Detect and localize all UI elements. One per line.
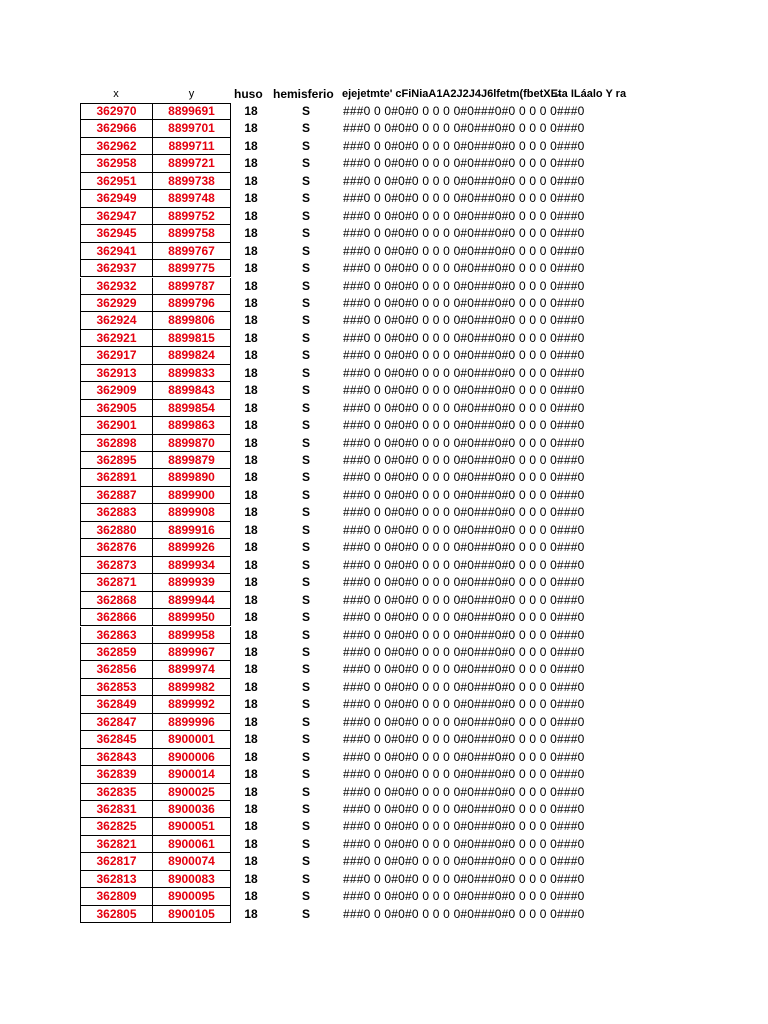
cell-huso[interactable]: 18 <box>244 453 258 467</box>
cell-y[interactable]: 8899926 <box>152 539 231 556</box>
cell-y[interactable]: 8899721 <box>152 155 231 172</box>
cell-x[interactable]: 362847 <box>80 714 152 731</box>
cell-x[interactable]: 362873 <box>80 557 152 574</box>
cell-huso[interactable]: 18 <box>244 261 258 276</box>
cell-x[interactable]: 362945 <box>80 225 152 242</box>
cell-y[interactable]: 8899967 <box>152 644 231 661</box>
cell-hemisferio[interactable]: S <box>301 644 310 659</box>
cell-x[interactable]: 362856 <box>80 661 152 678</box>
cell-hemisferio[interactable]: S <box>301 487 310 502</box>
cell-huso[interactable]: 18 <box>244 802 258 816</box>
cell-y[interactable]: 8899944 <box>152 592 231 609</box>
cell-overflow-values[interactable]: ###0 0 0#0#0 0 0 0 0#0###0#0 0 0 0 0###0 <box>343 610 585 625</box>
cell-hemisferio[interactable]: S <box>301 383 310 398</box>
cell-x[interactable]: 362895 <box>80 452 152 469</box>
cell-hemisferio[interactable]: S <box>301 749 310 764</box>
cell-y[interactable]: 8899775 <box>152 260 231 277</box>
cell-hemisferio[interactable]: S <box>301 522 310 537</box>
cell-huso[interactable]: 18 <box>244 418 258 433</box>
cell-x[interactable]: 362835 <box>80 784 152 801</box>
cell-y[interactable]: 8900061 <box>152 836 231 853</box>
cell-overflow-values[interactable]: ###0 0 0#0#0 0 0 0 0#0###0#0 0 0 0 0###0 <box>343 418 585 433</box>
cell-hemisferio[interactable]: S <box>301 802 310 816</box>
cell-huso[interactable]: 18 <box>244 557 258 572</box>
cell-overflow-values[interactable]: ###0 0 0#0#0 0 0 0 0#0###0#0 0 0 0 0###0 <box>343 173 585 188</box>
cell-overflow-values[interactable]: ###0 0 0#0#0 0 0 0 0#0###0#0 0 0 0 0###0 <box>343 348 585 363</box>
cell-hemisferio[interactable]: S <box>301 540 310 555</box>
cell-huso[interactable]: 18 <box>244 104 258 118</box>
cell-hemisferio[interactable]: S <box>301 714 310 729</box>
cell-overflow-values[interactable]: ###0 0 0#0#0 0 0 0 0#0###0#0 0 0 0 0###0 <box>343 644 585 659</box>
cell-x[interactable]: 362913 <box>80 365 152 382</box>
cell-y[interactable]: 8899748 <box>152 190 231 207</box>
cell-huso[interactable]: 18 <box>244 679 258 694</box>
cell-y[interactable]: 8899738 <box>152 173 231 190</box>
cell-hemisferio[interactable]: S <box>301 697 310 712</box>
cell-x[interactable]: 362958 <box>80 155 152 172</box>
cell-huso[interactable]: 18 <box>244 644 258 659</box>
cell-overflow-values[interactable]: ###0 0 0#0#0 0 0 0 0#0###0#0 0 0 0 0###0 <box>343 679 585 694</box>
cell-x[interactable]: 362937 <box>80 260 152 277</box>
cell-huso[interactable]: 18 <box>244 435 258 450</box>
cell-x[interactable]: 362932 <box>80 278 152 295</box>
cell-y[interactable]: 8899934 <box>152 557 231 574</box>
cell-overflow-values[interactable]: ###0 0 0#0#0 0 0 0 0#0###0#0 0 0 0 0###0 <box>343 400 585 415</box>
cell-huso[interactable]: 18 <box>244 208 258 223</box>
cell-overflow-values[interactable]: ###0 0 0#0#0 0 0 0 0#0###0#0 0 0 0 0###0 <box>343 383 585 398</box>
cell-overflow-values[interactable]: ###0 0 0#0#0 0 0 0 0#0###0#0 0 0 0 0###0 <box>343 749 585 764</box>
cell-hemisferio[interactable]: S <box>301 121 310 136</box>
cell-y[interactable]: 8899691 <box>152 103 231 120</box>
cell-huso[interactable]: 18 <box>244 295 258 310</box>
cell-overflow-values[interactable]: ###0 0 0#0#0 0 0 0 0#0###0#0 0 0 0 0###0 <box>343 261 585 276</box>
cell-huso[interactable]: 18 <box>244 697 258 712</box>
cell-hemisferio[interactable]: S <box>301 365 310 380</box>
cell-x[interactable]: 362809 <box>80 888 152 905</box>
cell-overflow-values[interactable]: ###0 0 0#0#0 0 0 0 0#0###0#0 0 0 0 0###0 <box>343 435 585 450</box>
cell-x[interactable]: 362929 <box>80 295 152 312</box>
cell-hemisferio[interactable]: S <box>301 156 310 171</box>
cell-hemisferio[interactable]: S <box>301 557 310 572</box>
cell-overflow-values[interactable]: ###0 0 0#0#0 0 0 0 0#0###0#0 0 0 0 0###0 <box>343 208 585 223</box>
cell-hemisferio[interactable]: S <box>301 243 310 258</box>
cell-huso[interactable]: 18 <box>244 575 258 590</box>
cell-y[interactable]: 8899711 <box>152 138 231 155</box>
cell-x[interactable]: 362831 <box>80 801 152 818</box>
cell-huso[interactable]: 18 <box>244 871 258 886</box>
cell-hemisferio[interactable]: S <box>301 330 310 345</box>
cell-huso[interactable]: 18 <box>244 226 258 241</box>
column-header-garbled[interactable]: ejejetmte' cFiNiaA1A2J2J4J6lfetm(fbetXE̶ta ILáalo Y ra <box>342 88 627 100</box>
cell-hemisferio[interactable]: S <box>301 784 310 799</box>
cell-huso[interactable]: 18 <box>244 121 258 136</box>
cell-hemisferio[interactable]: S <box>301 610 310 625</box>
cell-y[interactable]: 8899758 <box>152 225 231 242</box>
cell-hemisferio[interactable]: S <box>301 662 310 677</box>
cell-x[interactable]: 362853 <box>80 679 152 696</box>
cell-x[interactable]: 362901 <box>80 417 152 434</box>
cell-hemisferio[interactable]: S <box>301 348 310 363</box>
cell-overflow-values[interactable]: ###0 0 0#0#0 0 0 0 0#0###0#0 0 0 0 0###0 <box>343 871 585 886</box>
cell-overflow-values[interactable]: ###0 0 0#0#0 0 0 0 0#0###0#0 0 0 0 0###0 <box>343 156 585 171</box>
cell-y[interactable]: 8899996 <box>152 714 231 731</box>
cell-hemisferio[interactable]: S <box>301 173 310 188</box>
cell-overflow-values[interactable]: ###0 0 0#0#0 0 0 0 0#0###0#0 0 0 0 0###0 <box>343 330 585 345</box>
cell-hemisferio[interactable]: S <box>301 470 310 485</box>
cell-huso[interactable]: 18 <box>244 313 258 328</box>
cell-hemisferio[interactable]: S <box>301 453 310 467</box>
cell-hemisferio[interactable]: S <box>301 767 310 782</box>
cell-x[interactable]: 362949 <box>80 190 152 207</box>
cell-overflow-values[interactable]: ###0 0 0#0#0 0 0 0 0#0###0#0 0 0 0 0###0 <box>343 226 585 241</box>
cell-x[interactable]: 362970 <box>80 103 152 120</box>
cell-overflow-values[interactable]: ###0 0 0#0#0 0 0 0 0#0###0#0 0 0 0 0###0 <box>343 854 585 869</box>
cell-overflow-values[interactable]: ###0 0 0#0#0 0 0 0 0#0###0#0 0 0 0 0###0 <box>343 714 585 729</box>
cell-overflow-values[interactable]: ###0 0 0#0#0 0 0 0 0#0###0#0 0 0 0 0###0 <box>343 592 585 607</box>
cell-overflow-values[interactable]: ###0 0 0#0#0 0 0 0 0#0###0#0 0 0 0 0###0 <box>343 819 585 834</box>
cell-y[interactable]: 8899787 <box>152 278 231 295</box>
cell-hemisferio[interactable]: S <box>301 889 310 904</box>
cell-y[interactable]: 8900051 <box>152 818 231 835</box>
column-header-x[interactable]: x <box>113 88 119 100</box>
cell-x[interactable]: 362876 <box>80 539 152 556</box>
cell-hemisferio[interactable]: S <box>301 418 310 433</box>
cell-hemisferio[interactable]: S <box>301 104 310 118</box>
cell-x[interactable]: 362817 <box>80 853 152 870</box>
cell-hemisferio[interactable]: S <box>301 295 310 310</box>
cell-huso[interactable]: 18 <box>244 592 258 607</box>
cell-y[interactable]: 8899908 <box>152 504 231 521</box>
cell-y[interactable]: 8899982 <box>152 679 231 696</box>
cell-huso[interactable]: 18 <box>244 836 258 851</box>
cell-y[interactable]: 8900095 <box>152 888 231 905</box>
cell-hemisferio[interactable]: S <box>301 191 310 206</box>
cell-x[interactable]: 362845 <box>80 731 152 748</box>
cell-huso[interactable]: 18 <box>244 138 258 153</box>
cell-x[interactable]: 362905 <box>80 400 152 417</box>
cell-y[interactable]: 8899974 <box>152 661 231 678</box>
cell-overflow-values[interactable]: ###0 0 0#0#0 0 0 0 0#0###0#0 0 0 0 0###0 <box>343 889 585 904</box>
cell-huso[interactable]: 18 <box>244 819 258 834</box>
cell-x[interactable]: 362871 <box>80 574 152 591</box>
cell-x[interactable]: 362849 <box>80 696 152 713</box>
cell-y[interactable]: 8900001 <box>152 731 231 748</box>
cell-x[interactable]: 362887 <box>80 487 152 504</box>
cell-huso[interactable]: 18 <box>244 243 258 258</box>
cell-y[interactable]: 8899879 <box>152 452 231 469</box>
cell-y[interactable]: 8900083 <box>152 871 231 888</box>
cell-overflow-values[interactable]: ###0 0 0#0#0 0 0 0 0#0###0#0 0 0 0 0###0 <box>343 104 585 118</box>
cell-hemisferio[interactable]: S <box>301 592 310 607</box>
cell-y[interactable]: 8899863 <box>152 417 231 434</box>
cell-y[interactable]: 8899950 <box>152 609 231 626</box>
cell-x[interactable]: 362821 <box>80 836 152 853</box>
cell-y[interactable]: 8900006 <box>152 749 231 766</box>
cell-huso[interactable]: 18 <box>244 610 258 625</box>
cell-y[interactable]: 8899833 <box>152 365 231 382</box>
cell-overflow-values[interactable]: ###0 0 0#0#0 0 0 0 0#0###0#0 0 0 0 0###0 <box>343 767 585 782</box>
cell-x[interactable]: 362966 <box>80 120 152 137</box>
cell-y[interactable]: 8900036 <box>152 801 231 818</box>
cell-hemisferio[interactable]: S <box>301 313 310 328</box>
cell-x[interactable]: 362880 <box>80 522 152 539</box>
cell-huso[interactable]: 18 <box>244 365 258 380</box>
cell-y[interactable]: 8899992 <box>152 696 231 713</box>
cell-y[interactable]: 8899701 <box>152 120 231 137</box>
cell-y[interactable]: 8900025 <box>152 784 231 801</box>
cell-x[interactable]: 362859 <box>80 644 152 661</box>
cell-huso[interactable]: 18 <box>244 156 258 171</box>
cell-overflow-values[interactable]: ###0 0 0#0#0 0 0 0 0#0###0#0 0 0 0 0###0 <box>343 191 585 206</box>
cell-overflow-values[interactable]: ###0 0 0#0#0 0 0 0 0#0###0#0 0 0 0 0###0 <box>343 243 585 258</box>
cell-x[interactable]: 362839 <box>80 766 152 783</box>
cell-y[interactable]: 8899958 <box>152 627 231 644</box>
cell-y[interactable]: 8899916 <box>152 522 231 539</box>
cell-huso[interactable]: 18 <box>244 767 258 782</box>
cell-hemisferio[interactable]: S <box>301 732 310 747</box>
cell-x[interactable]: 362941 <box>80 243 152 260</box>
cell-hemisferio[interactable]: S <box>301 208 310 223</box>
cell-overflow-values[interactable]: ###0 0 0#0#0 0 0 0 0#0###0#0 0 0 0 0###0 <box>343 313 585 328</box>
cell-huso[interactable]: 18 <box>244 191 258 206</box>
cell-overflow-values[interactable]: ###0 0 0#0#0 0 0 0 0#0###0#0 0 0 0 0###0 <box>343 697 585 712</box>
cell-y[interactable]: 8899900 <box>152 487 231 504</box>
cell-y[interactable]: 8899752 <box>152 208 231 225</box>
cell-huso[interactable]: 18 <box>244 889 258 904</box>
cell-x[interactable]: 362866 <box>80 609 152 626</box>
cell-overflow-values[interactable]: ###0 0 0#0#0 0 0 0 0#0###0#0 0 0 0 0###0 <box>343 505 585 520</box>
cell-x[interactable]: 362898 <box>80 435 152 452</box>
cell-hemisferio[interactable]: S <box>301 261 310 276</box>
cell-x[interactable]: 362883 <box>80 504 152 521</box>
cell-y[interactable]: 8899767 <box>152 243 231 260</box>
cell-huso[interactable]: 18 <box>244 348 258 363</box>
column-header-y[interactable]: y <box>188 88 195 100</box>
cell-x[interactable]: 362962 <box>80 138 152 155</box>
cell-overflow-values[interactable]: ###0 0 0#0#0 0 0 0 0#0###0#0 0 0 0 0###0 <box>343 732 585 747</box>
cell-y[interactable]: 8899843 <box>152 382 231 399</box>
cell-huso[interactable]: 18 <box>244 714 258 729</box>
cell-huso[interactable]: 18 <box>244 540 258 555</box>
cell-huso[interactable]: 18 <box>244 732 258 747</box>
cell-hemisferio[interactable]: S <box>301 871 310 886</box>
cell-overflow-values[interactable]: ###0 0 0#0#0 0 0 0 0#0###0#0 0 0 0 0###0 <box>343 627 585 642</box>
cell-overflow-values[interactable]: ###0 0 0#0#0 0 0 0 0#0###0#0 0 0 0 0###0 <box>343 906 585 921</box>
cell-x[interactable]: 362863 <box>80 627 152 644</box>
cell-overflow-values[interactable]: ###0 0 0#0#0 0 0 0 0#0###0#0 0 0 0 0###0 <box>343 802 585 816</box>
cell-overflow-values[interactable]: ###0 0 0#0#0 0 0 0 0#0###0#0 0 0 0 0###0 <box>343 278 585 293</box>
cell-x[interactable]: 362909 <box>80 382 152 399</box>
cell-huso[interactable]: 18 <box>244 749 258 764</box>
cell-huso[interactable]: 18 <box>244 662 258 677</box>
cell-x[interactable]: 362868 <box>80 592 152 609</box>
cell-overflow-values[interactable]: ###0 0 0#0#0 0 0 0 0#0###0#0 0 0 0 0###0 <box>343 365 585 380</box>
cell-y[interactable]: 8900105 <box>152 906 231 923</box>
cell-huso[interactable]: 18 <box>244 400 258 415</box>
cell-x[interactable]: 362843 <box>80 749 152 766</box>
cell-huso[interactable]: 18 <box>244 505 258 520</box>
cell-x[interactable]: 362917 <box>80 347 152 364</box>
cell-hemisferio[interactable]: S <box>301 400 310 415</box>
column-header-hemisferio[interactable]: hemisferio <box>273 87 334 101</box>
cell-huso[interactable]: 18 <box>244 173 258 188</box>
cell-overflow-values[interactable]: ###0 0 0#0#0 0 0 0 0#0###0#0 0 0 0 0###0 <box>343 575 585 590</box>
cell-x[interactable]: 362813 <box>80 871 152 888</box>
cell-hemisferio[interactable]: S <box>301 906 310 921</box>
cell-hemisferio[interactable]: S <box>301 138 310 153</box>
cell-overflow-values[interactable]: ###0 0 0#0#0 0 0 0 0#0###0#0 0 0 0 0###0 <box>343 557 585 572</box>
cell-overflow-values[interactable]: ###0 0 0#0#0 0 0 0 0#0###0#0 0 0 0 0###0 <box>343 453 585 467</box>
cell-huso[interactable]: 18 <box>244 487 258 502</box>
cell-hemisferio[interactable]: S <box>301 435 310 450</box>
cell-hemisferio[interactable]: S <box>301 819 310 834</box>
cell-y[interactable]: 8899890 <box>152 469 231 486</box>
cell-hemisferio[interactable]: S <box>301 854 310 869</box>
cell-y[interactable]: 8899806 <box>152 312 231 329</box>
cell-x[interactable]: 362947 <box>80 208 152 225</box>
cell-x[interactable]: 362805 <box>80 906 152 923</box>
cell-y[interactable]: 8899815 <box>152 330 231 347</box>
cell-overflow-values[interactable]: ###0 0 0#0#0 0 0 0 0#0###0#0 0 0 0 0###0 <box>343 487 585 502</box>
cell-overflow-values[interactable]: ###0 0 0#0#0 0 0 0 0#0###0#0 0 0 0 0###0 <box>343 540 585 555</box>
cell-overflow-values[interactable]: ###0 0 0#0#0 0 0 0 0#0###0#0 0 0 0 0###0 <box>343 836 585 851</box>
cell-hemisferio[interactable]: S <box>301 505 310 520</box>
cell-huso[interactable]: 18 <box>244 627 258 642</box>
cell-hemisferio[interactable]: S <box>301 836 310 851</box>
cell-huso[interactable]: 18 <box>244 330 258 345</box>
cell-y[interactable]: 8899854 <box>152 400 231 417</box>
cell-overflow-values[interactable]: ###0 0 0#0#0 0 0 0 0#0###0#0 0 0 0 0###0 <box>343 662 585 677</box>
cell-y[interactable]: 8900014 <box>152 766 231 783</box>
cell-x[interactable]: 362924 <box>80 312 152 329</box>
cell-x[interactable]: 362951 <box>80 173 152 190</box>
cell-x[interactable]: 362825 <box>80 818 152 835</box>
cell-huso[interactable]: 18 <box>244 522 258 537</box>
cell-huso[interactable]: 18 <box>244 784 258 799</box>
cell-overflow-values[interactable]: ###0 0 0#0#0 0 0 0 0#0###0#0 0 0 0 0###0 <box>343 784 585 799</box>
cell-y[interactable]: 8899870 <box>152 435 231 452</box>
cell-overflow-values[interactable]: ###0 0 0#0#0 0 0 0 0#0###0#0 0 0 0 0###0 <box>343 295 585 310</box>
cell-hemisferio[interactable]: S <box>301 278 310 293</box>
cell-huso[interactable]: 18 <box>244 278 258 293</box>
cell-hemisferio[interactable]: S <box>301 679 310 694</box>
cell-huso[interactable]: 18 <box>244 854 258 869</box>
cell-overflow-values[interactable]: ###0 0 0#0#0 0 0 0 0#0###0#0 0 0 0 0###0 <box>343 470 585 485</box>
cell-x[interactable]: 362921 <box>80 330 152 347</box>
cell-y[interactable]: 8899824 <box>152 347 231 364</box>
cell-huso[interactable]: 18 <box>244 383 258 398</box>
cell-x[interactable]: 362891 <box>80 469 152 486</box>
cell-overflow-values[interactable]: ###0 0 0#0#0 0 0 0 0#0###0#0 0 0 0 0###0 <box>343 522 585 537</box>
cell-y[interactable]: 8899939 <box>152 574 231 591</box>
cell-overflow-values[interactable]: ###0 0 0#0#0 0 0 0 0#0###0#0 0 0 0 0###0 <box>343 138 585 153</box>
column-header-huso[interactable]: huso <box>234 87 263 101</box>
cell-overflow-values[interactable]: ###0 0 0#0#0 0 0 0 0#0###0#0 0 0 0 0###0 <box>343 121 585 136</box>
cell-hemisferio[interactable]: S <box>301 627 310 642</box>
cell-hemisferio[interactable]: S <box>301 226 310 241</box>
cell-huso[interactable]: 18 <box>244 470 258 485</box>
cell-y[interactable]: 8899796 <box>152 295 231 312</box>
cell-hemisferio[interactable]: S <box>301 575 310 590</box>
cell-huso[interactable]: 18 <box>244 906 258 921</box>
cell-y[interactable]: 8900074 <box>152 853 231 870</box>
